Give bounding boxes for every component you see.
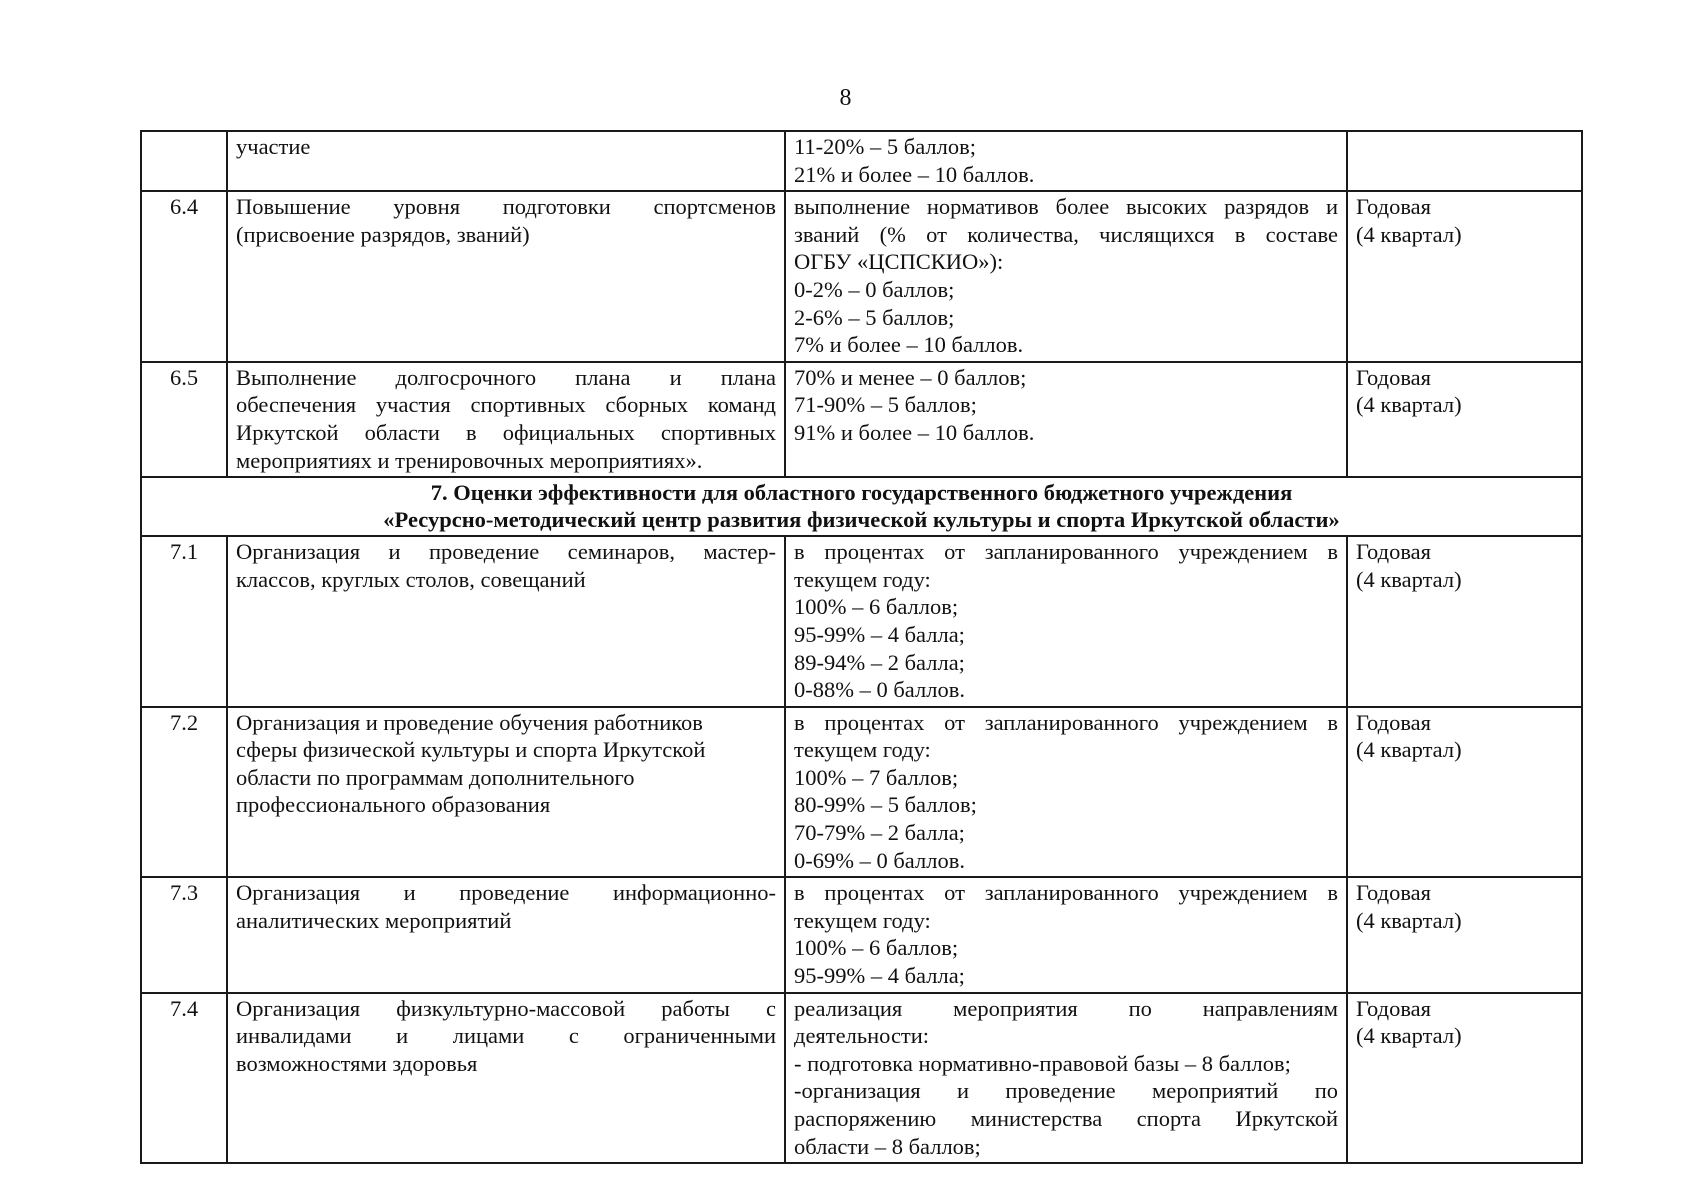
indicator-name-line: Организация и проведение обучения работников xyxy=(236,709,703,735)
indicator-name-line: обеспечения участия спортивных сборных команд xyxy=(236,392,776,418)
evaluation-criteria-line: 0-2% – 0 баллов; xyxy=(794,276,955,302)
reporting-period xyxy=(1347,191,1582,362)
table-row xyxy=(141,877,1582,992)
evaluation-criteria-line: в процентах от запланированного учреждением в xyxy=(794,880,1338,906)
indicator-name-line: сферы физической культуры и спорта Иркутской xyxy=(236,737,706,763)
section-heading-line: 7. Оценки эффективности для областного государственного бюджетного учреждения xyxy=(430,480,1293,506)
reporting-period-line: Годовая xyxy=(1356,709,1431,735)
indicator-name-line: Организация физкультурно-массовой работы с xyxy=(236,995,776,1021)
table-row xyxy=(141,707,1582,878)
item-number xyxy=(141,131,227,191)
evaluation-criteria-line: текущем году: xyxy=(794,907,931,933)
evaluation-criteria-line: 95-99% – 4 балла; xyxy=(794,621,965,647)
reporting-period-line: (4 квартал) xyxy=(1356,1023,1462,1049)
table-row xyxy=(141,536,1582,707)
evaluation-criteria-line: -организация и проведение мероприятий по xyxy=(794,1078,1338,1104)
item-number: 7.1 xyxy=(141,536,227,707)
reporting-period xyxy=(1347,993,1582,1164)
indicator-name-line: аналитических мероприятий xyxy=(236,907,512,933)
reporting-period xyxy=(1347,362,1582,477)
evaluation-criteria xyxy=(785,707,1347,878)
indicator-name-line: инвалидами и лицами с ограниченными xyxy=(236,1023,776,1049)
indicator-name-line: профессионального образования xyxy=(236,792,551,818)
evaluation-criteria-line: 100% – 6 баллов; xyxy=(794,935,959,961)
evaluation-criteria-line: 100% – 6 баллов; xyxy=(794,594,959,620)
indicator-name xyxy=(227,707,785,878)
item-number: 6.4 xyxy=(141,191,227,362)
evaluation-criteria-line: деятельности: xyxy=(794,1023,930,1049)
evaluation-criteria-line: выполнение нормативов более высоких разрядов и xyxy=(794,194,1338,220)
indicator-name-line: Иркутской области в официальных спортивных xyxy=(236,419,776,445)
table-row xyxy=(141,993,1582,1164)
table-row xyxy=(141,191,1582,362)
reporting-period-line: (4 квартал) xyxy=(1356,392,1462,418)
evaluation-criteria-line: 21% и более – 10 баллов. xyxy=(794,161,1035,187)
table-row xyxy=(141,131,1582,191)
indicator-name-line: Повышение уровня подготовки спортсменов xyxy=(236,194,776,220)
evaluation-criteria-line: распоряжению министерства спорта Иркутской xyxy=(794,1106,1338,1131)
section-heading-line: «Ресурсно-методический центр развития физической культуры и спорта Иркутской области» xyxy=(383,507,1340,533)
indicator-name-line: (присвоение разрядов, званий) xyxy=(236,221,530,247)
evaluation-criteria-line: 70-79% – 2 балла; xyxy=(794,820,965,846)
reporting-period xyxy=(1347,536,1582,707)
evaluation-criteria-line: 100% – 7 баллов; xyxy=(794,764,959,790)
indicator-name-line: области по программам дополнительного xyxy=(236,764,635,790)
evaluation-criteria-line: 11-20% – 5 баллов; xyxy=(794,134,976,159)
evaluation-criteria-line: ОГБУ «ЦСПСКИО»): xyxy=(794,249,1004,275)
reporting-period xyxy=(1347,877,1582,992)
reporting-period-line: Годовая xyxy=(1356,194,1431,220)
reporting-period-line: (4 квартал) xyxy=(1356,907,1462,933)
evaluation-criteria-line: 91% и более – 10 баллов. xyxy=(794,419,1035,445)
evaluation-criteria-line: 0-88% – 0 баллов. xyxy=(794,677,965,703)
indicator-name-line: Организация и проведение информационно- xyxy=(236,880,776,906)
page-number: 8 xyxy=(839,85,852,111)
indicator-name xyxy=(227,993,785,1164)
reporting-period-line: (4 квартал) xyxy=(1356,737,1462,763)
evaluation-criteria-line: 0-69% – 0 баллов. xyxy=(794,847,965,873)
evaluation-criteria-line: реализация мероприятия по направлениям xyxy=(794,995,1338,1021)
evaluation-criteria xyxy=(785,993,1347,1164)
reporting-period-line: (4 квартал) xyxy=(1356,566,1462,592)
indicator-name-line: Организация и проведение семинаров, мастер- xyxy=(236,539,776,565)
evaluation-criteria-line: 89-94% – 2 балла; xyxy=(794,649,965,675)
reporting-period-line: Годовая xyxy=(1356,539,1431,565)
table-row xyxy=(141,362,1582,477)
indicator-name-line: мероприятиях и тренировочных мероприятиях». xyxy=(236,447,703,473)
evaluation-criteria-line: 71-90% – 5 баллов; xyxy=(794,392,977,418)
evaluation-criteria-line: званий (% от количества, числящихся в составе xyxy=(794,221,1338,247)
evaluation-criteria xyxy=(785,191,1347,362)
evaluation-criteria-line: области – 8 баллов; xyxy=(794,1133,981,1159)
reporting-period-line: Годовая xyxy=(1356,364,1431,390)
item-number: 7.3 xyxy=(141,877,227,992)
reporting-period xyxy=(1347,707,1582,878)
evaluation-criteria-line: 80-99% – 5 баллов; xyxy=(794,792,977,818)
evaluation-criteria xyxy=(785,131,1347,191)
evaluation-criteria-line: текущем году: xyxy=(794,566,931,592)
reporting-period xyxy=(1347,131,1582,191)
indicator-name xyxy=(227,131,785,191)
table-body xyxy=(141,131,1582,1163)
indicator-name xyxy=(227,362,785,477)
reporting-period-line: Годовая xyxy=(1356,995,1431,1021)
item-number: 7.4 xyxy=(141,993,227,1164)
evaluation-criteria-line: 70% и менее – 0 баллов; xyxy=(794,364,1027,390)
evaluation-criteria-line: - подготовка нормативно-правовой базы – 8 баллов; xyxy=(794,1050,1291,1076)
item-number: 6.5 xyxy=(141,362,227,477)
section-header-row xyxy=(141,477,1582,536)
criteria-table xyxy=(140,130,1583,1164)
evaluation-criteria-line: 95-99% – 4 балла; xyxy=(794,963,965,989)
evaluation-criteria-line: 2-6% – 5 баллов; xyxy=(794,304,955,330)
indicator-name-line: классов, круглых столов, совещаний xyxy=(236,566,586,592)
indicator-name-line: участие xyxy=(236,134,311,159)
indicator-name xyxy=(227,877,785,992)
indicator-name-line: Выполнение долгосрочного плана и плана xyxy=(236,364,776,390)
evaluation-criteria-line: в процентах от запланированного учреждением в xyxy=(794,709,1338,735)
evaluation-criteria xyxy=(785,536,1347,707)
evaluation-criteria xyxy=(785,877,1347,992)
section-heading xyxy=(141,477,1582,536)
evaluation-criteria-line: 7% и более – 10 баллов. xyxy=(794,332,1024,358)
evaluation-criteria-line: в процентах от запланированного учреждением в xyxy=(794,539,1338,565)
indicator-name xyxy=(227,191,785,362)
indicator-name-line: возможностями здоровья xyxy=(236,1050,478,1076)
item-number: 7.2 xyxy=(141,707,227,878)
reporting-period-line: (4 квартал) xyxy=(1356,221,1462,247)
evaluation-criteria-line: текущем году: xyxy=(794,737,931,763)
indicator-name xyxy=(227,536,785,707)
evaluation-criteria xyxy=(785,362,1347,477)
reporting-period-line: Годовая xyxy=(1356,880,1431,906)
